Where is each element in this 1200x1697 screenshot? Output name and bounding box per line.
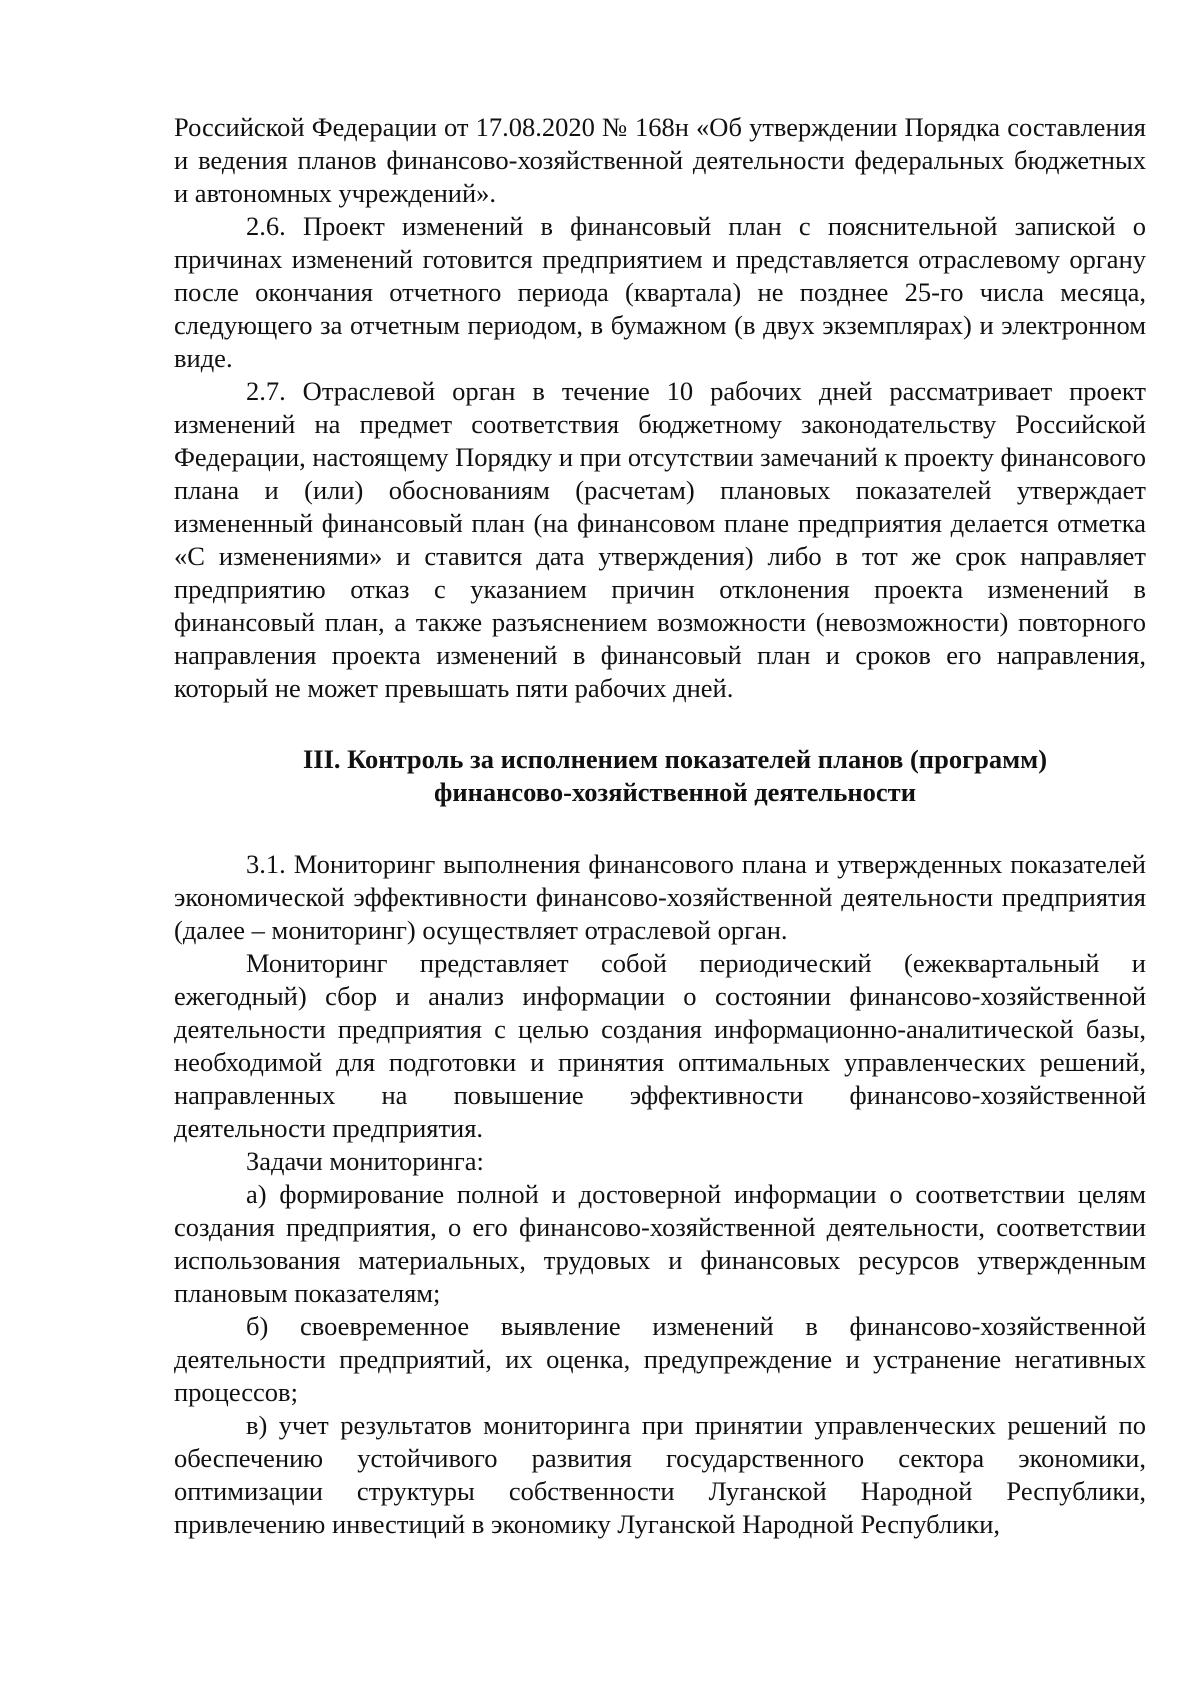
paragraph-continuation: Российской Федерации от 17.08.2020 № 168н «Об утверждении Порядка составления и ведения планов финансово-хозяйственной деятельности федеральных бюджетных и автономных учреждений». xyxy=(174,112,1146,208)
paragraph-monitoring-definition: Мониторинг представляет собой периодический (ежеквартальный и ежегодный) сбор и анализ информации о состоянии финансово-хозяйственной деятельности предприятия с целью создания информационно-аналитической базы, необходимой для подготовки и принятия оптимальных управленческих решений, направленных на повышение эффективности финансово-хозяйственной деятельности предприятия. xyxy=(174,948,1146,1143)
list-item-a: а) формирование полной и достоверной информации о соответствии целям создания предприятия, о его финансово-хозяйственной деятельности, соответствии использования материальных, трудовых и финансовых ресурсов утвержденным плановым показателям; xyxy=(174,1179,1146,1308)
paragraph-monitoring-tasks-title: Задачи мониторинга: xyxy=(246,1146,484,1176)
paragraph-2-6: 2.6. Проект изменений в финансовый план с пояснительной запиской о причинах изменений готовится предприятием и представляется отраслевому органу после окончания отчетного периода (квартала) не позднее 25-го числа месяца, следующего за отчетным периодом, в бумажном (в двух экземплярах) и электронном виде. xyxy=(174,211,1146,373)
paragraph-3-1: 3.1. Мониторинг выполнения финансового плана и утвержденных показателей экономической эффективности финансово-хозяйственной деятельности предприятия (далее – мониторинг) осуществляет отраслевой орган. xyxy=(174,849,1146,945)
list-item-v: в) учет результатов мониторинга при принятии управленческих решений по обеспечению устойчивого развития государственного сектора экономики, оптимизации структуры собственности Луганской Народной Республики, привлечению инвестиций в экономику Луганской Народной Республики, xyxy=(174,1410,1146,1539)
list-item-b: б) своевременное выявление изменений в финансово-хозяйственной деятельности предприятий, их оценка, предупреждение и устранение негативных процессов; xyxy=(174,1311,1146,1407)
paragraph-2-7: 2.7. Отраслевой орган в течение 10 рабочих дней рассматривает проект изменений на предмет соответствия бюджетному законодательству Российской Федерации, настоящему Порядку и при отсутствии замечаний к проекту финансового плана и (или) обоснованиям (расчетам) плановых показателей утверждает измененный финансовый план (на финансовом плане предприятия делается отметка «С изменениями» и ставится дата утверждения) либо в тот же срок направляет предприятию отказ с указанием причин отклонения проекта изменений в финансовый план, а также разъяснением возможности (невозможности) повторного направления проекта изменений в финансовый план и сроков его направления, который не может превышать пяти рабочих дней. xyxy=(174,376,1146,703)
document-body xyxy=(174,111,1146,1541)
section-heading-line-2: финансово-хозяйственной деятельности xyxy=(434,777,916,807)
section-heading-line-1: III. Контроль за исполнением показателей планов (программ) xyxy=(302,744,1048,774)
section-heading xyxy=(174,743,1146,809)
